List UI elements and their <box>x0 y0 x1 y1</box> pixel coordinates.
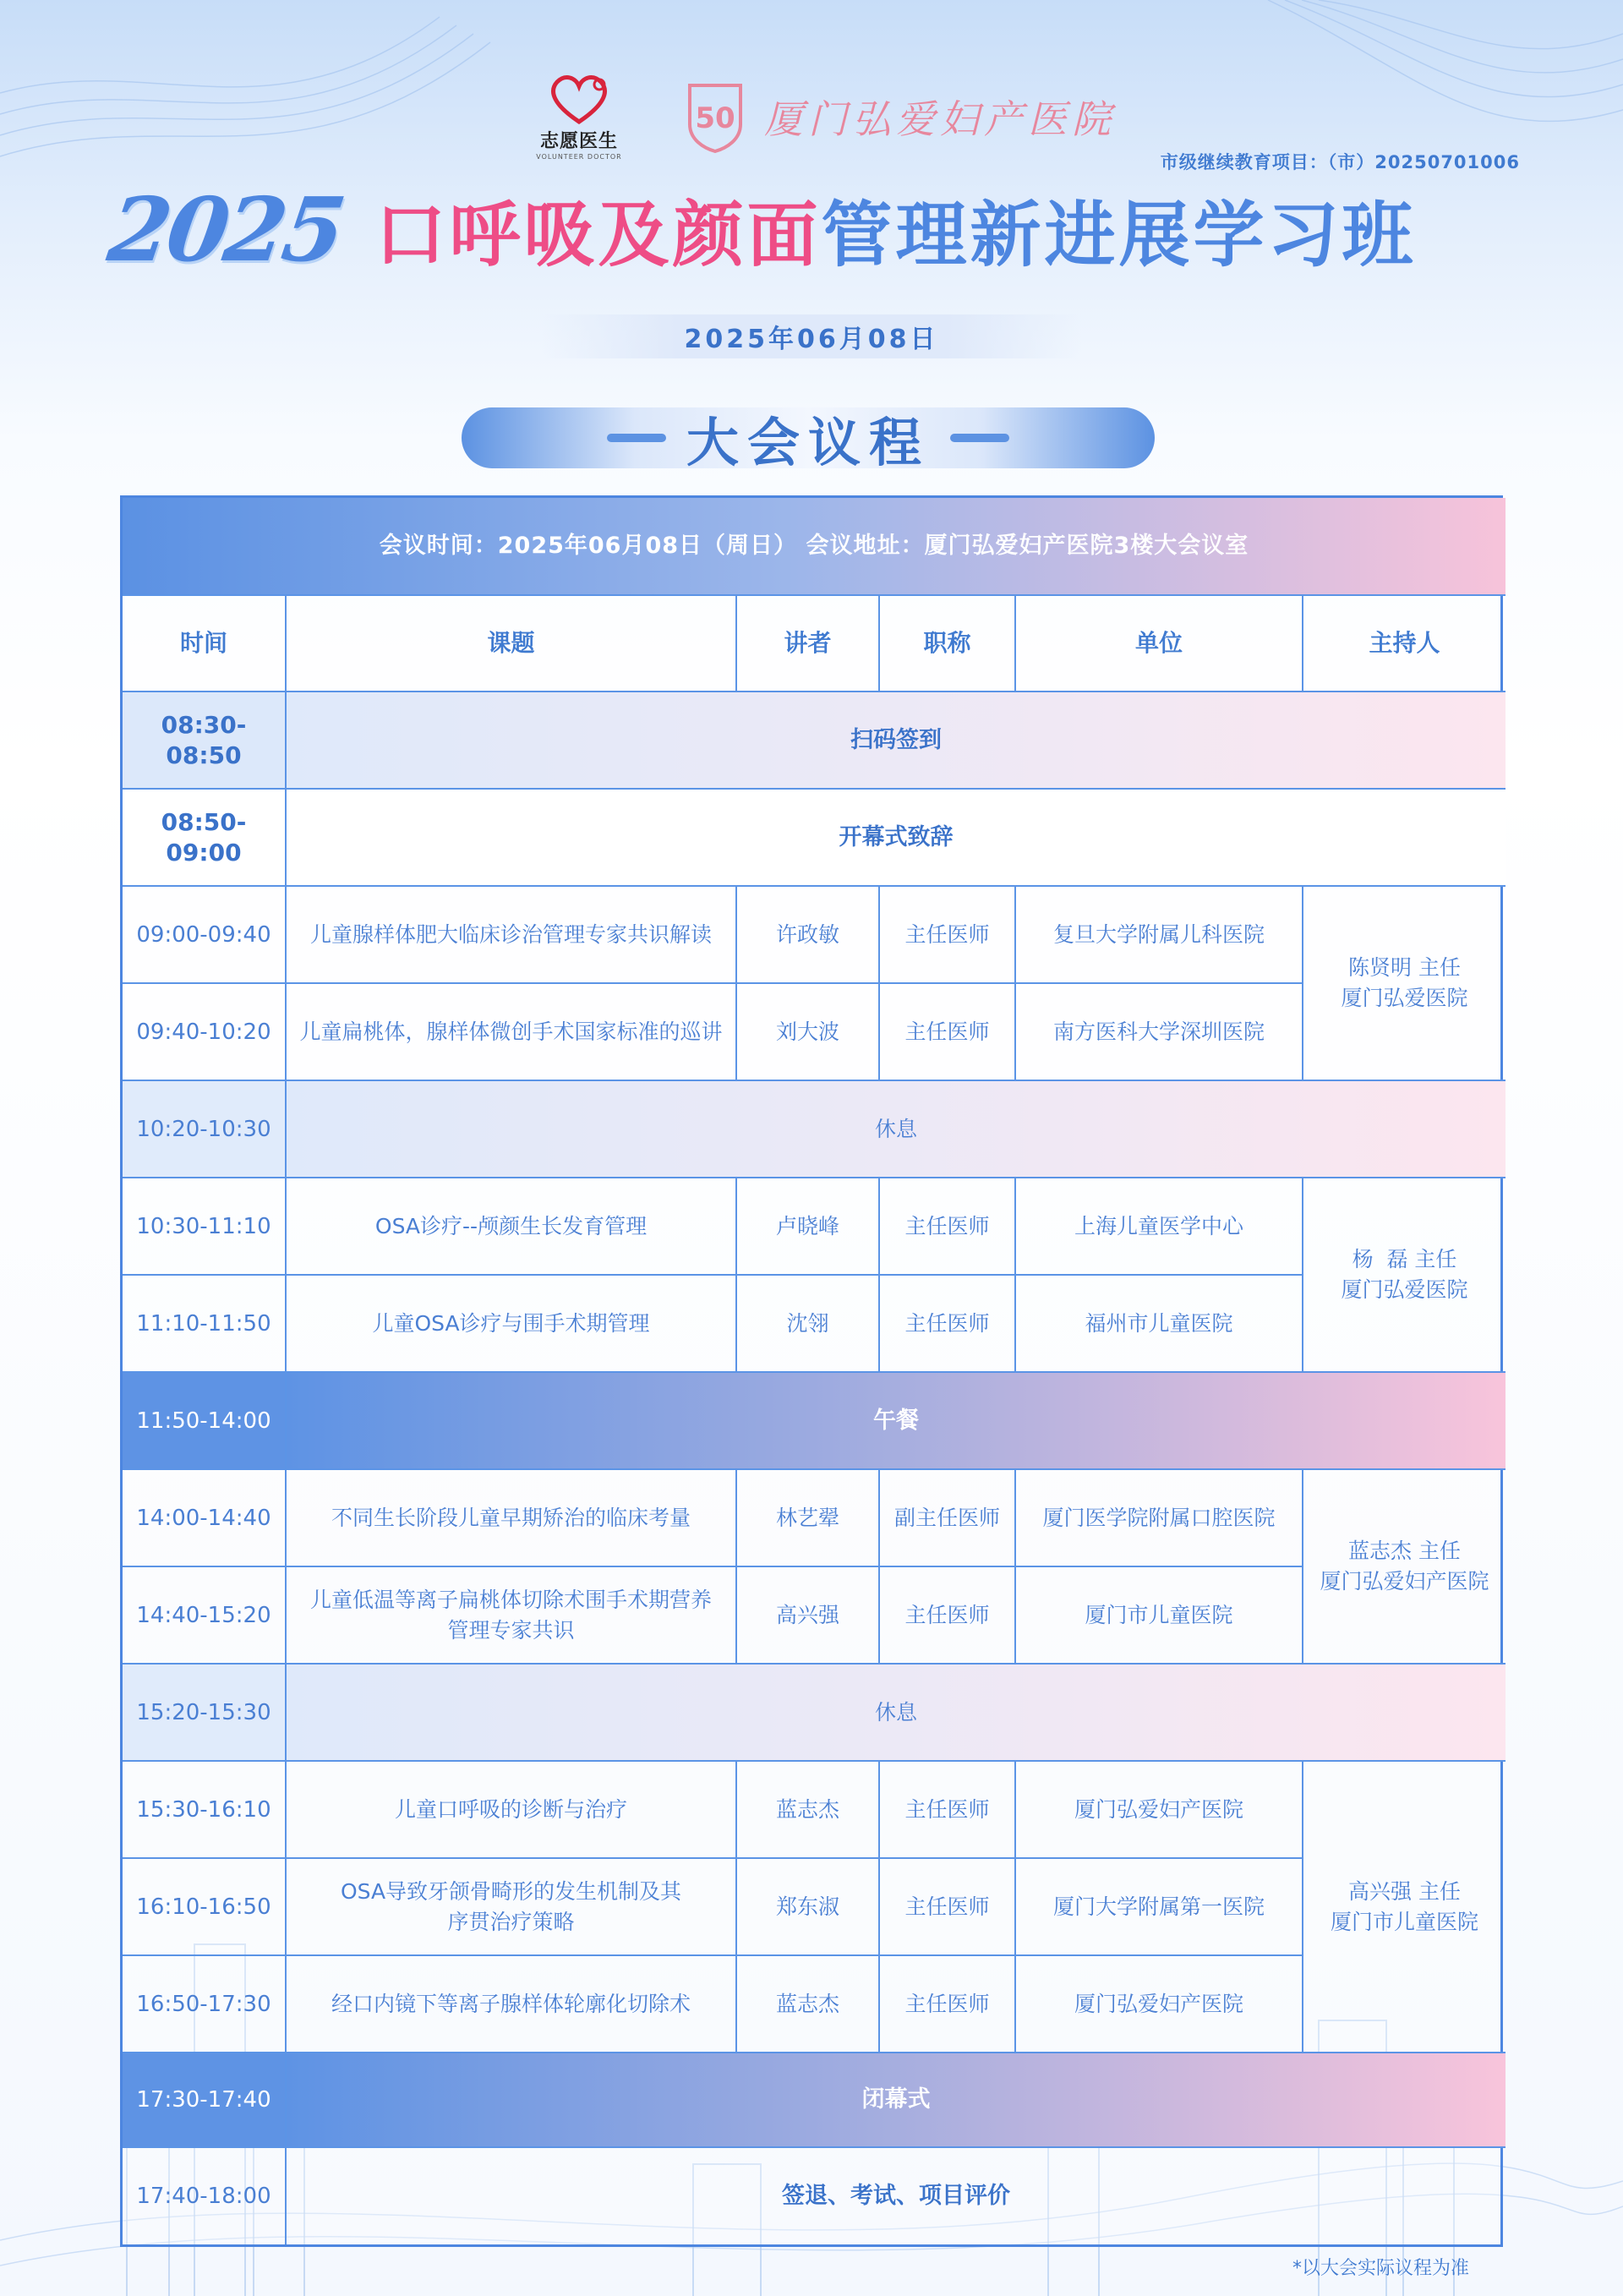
row-speaker: 沈翎 <box>737 1276 880 1373</box>
agenda-title: 大会议程 <box>686 411 930 473</box>
row-time: 14:00-14:40 <box>123 1470 287 1567</box>
row-event: 开幕式致辞 <box>287 790 1506 887</box>
host-org: 厦门弘爱医院 <box>1341 986 1468 1010</box>
row-event: 休息 <box>287 1081 1506 1178</box>
row-time: 08:50-09:00 <box>123 790 287 887</box>
row-speaker: 林艺翚 <box>737 1470 880 1567</box>
row-unit: 厦门医学院附属口腔医院 <box>1016 1470 1303 1567</box>
row-time: 17:30-17:40 <box>123 2053 287 2148</box>
row-time: 10:30-11:10 <box>123 1178 287 1276</box>
row-speaker: 郑东淑 <box>737 1859 880 1956</box>
row-unit: 上海儿童医学中心 <box>1016 1178 1303 1276</box>
header-speaker: 讲者 <box>737 596 880 692</box>
hospital-name: 厦门弘爱妇产医院 <box>764 96 1116 142</box>
row-unit: 福州市儿童医院 <box>1016 1276 1303 1373</box>
row-event: 午餐 <box>287 1373 1506 1470</box>
row-speaker: 蓝志杰 <box>737 1762 880 1859</box>
host-name: 杨 磊 主任 <box>1352 1247 1457 1271</box>
row-time: 16:50-17:30 <box>123 1956 287 2053</box>
host-cell <box>1303 1762 1506 2053</box>
host-name: 蓝志杰 主任 <box>1348 1539 1461 1563</box>
row-title: 主任医师 <box>880 887 1016 984</box>
host-org: 厦门弘爱妇产医院 <box>1320 1569 1489 1594</box>
host-cell <box>1303 887 1506 1081</box>
row-topic: 经口内镜下等离子腺样体轮廓化切除术 <box>287 1956 737 2053</box>
row-title: 副主任医师 <box>880 1470 1016 1567</box>
row-unit: 复旦大学附属儿科医院 <box>1016 887 1303 984</box>
row-title: 主任医师 <box>880 1276 1016 1373</box>
row-time: 09:40-10:20 <box>123 984 287 1081</box>
volunteer-logo-text: 志愿医生 <box>539 131 618 152</box>
agenda-heading <box>462 407 1155 473</box>
header-unit: 单位 <box>1016 596 1303 692</box>
heart-stethoscope-icon <box>545 73 613 125</box>
row-title: 主任医师 <box>880 984 1016 1081</box>
header-title: 职称 <box>880 596 1016 692</box>
host-org: 厦门市儿童医院 <box>1330 1909 1478 1934</box>
logo-row <box>533 74 1116 159</box>
row-speaker: 刘大波 <box>737 984 880 1081</box>
row-topic: 儿童口呼吸的诊断与治疗 <box>287 1762 737 1859</box>
title-blue-part: 管理新进展学习班 <box>821 193 1417 276</box>
row-speaker: 许政敏 <box>737 887 880 984</box>
row-time: 08:30-08:50 <box>123 692 287 790</box>
row-topic: OSA诊疗--颅颜生长发育管理 <box>287 1178 737 1276</box>
host-name: 高兴强 主任 <box>1348 1878 1461 1904</box>
row-unit: 厦门弘爱妇产医院 <box>1016 1762 1303 1859</box>
row-unit: 厦门大学附属第一医院 <box>1016 1859 1303 1956</box>
hospital-badge-text: 50 <box>695 101 735 135</box>
row-title: 主任医师 <box>880 1178 1016 1276</box>
host-cell <box>1303 1470 1506 1665</box>
row-event: 休息 <box>287 1665 1506 1762</box>
row-event: 签退、考试、项目评价 <box>782 2183 1010 2209</box>
row-title: 主任医师 <box>880 1859 1016 1956</box>
meeting-info-banner: 会议时间：2025年06月08日（周日） 会议地址：厦门弘爱妇产医院3楼大会议室 <box>123 498 1506 596</box>
event-date: 2025年06月08日 <box>684 325 939 354</box>
row-time: 11:50-14:00 <box>123 1373 287 1470</box>
header-topic: 课题 <box>287 596 737 692</box>
volunteer-doctor-logo <box>533 73 626 161</box>
row-speaker: 高兴强 <box>737 1567 880 1665</box>
project-code: 市级继续教育项目：（市）20250701006 <box>1160 152 1520 172</box>
header-host: 主持人 <box>1303 596 1506 692</box>
row-time: 15:30-16:10 <box>123 1762 287 1859</box>
row-title: 主任医师 <box>880 1567 1016 1665</box>
row-event: 闭幕式 <box>287 2053 1506 2148</box>
event-date-banner <box>541 314 1082 358</box>
row-topic: 不同生长阶段儿童早期矫治的临床考量 <box>287 1470 737 1567</box>
footnote: *以大会实际议程为准 <box>1292 2258 1469 2279</box>
header-time: 时间 <box>123 596 287 692</box>
host-org: 厦门弘爱医院 <box>1341 1277 1468 1302</box>
row-title: 主任医师 <box>880 1956 1016 2053</box>
title-year: 2025 <box>102 177 349 282</box>
row-time: 14:40-15:20 <box>123 1567 287 1665</box>
row-unit: 厦门弘爱妇产医院 <box>1016 1956 1303 2053</box>
host-cell <box>1303 1178 1506 1373</box>
divider <box>950 434 1009 442</box>
row-unit: 南方医科大学深圳医院 <box>1016 984 1303 1081</box>
hospital-shield-icon <box>685 80 746 153</box>
row-time: 16:10-16:50 <box>123 1859 287 1956</box>
title-pink-part: 口呼吸及颜面 <box>374 193 822 276</box>
row-time: 09:00-09:40 <box>123 887 287 984</box>
row-topic: 儿童低温等离子扁桃体切除术围手术期营养管理专家共识 <box>287 1567 737 1665</box>
page-title <box>102 174 1417 284</box>
hospital-logo <box>685 80 1116 153</box>
row-speaker: 卢晓峰 <box>737 1178 880 1276</box>
row-time: 10:20-10:30 <box>123 1081 287 1178</box>
row-title: 主任医师 <box>880 1762 1016 1859</box>
divider <box>607 434 666 442</box>
row-speaker: 蓝志杰 <box>737 1956 880 2053</box>
row-event: 扫码签到 <box>287 692 1506 790</box>
row-unit: 厦门市儿童医院 <box>1016 1567 1303 1665</box>
row-topic: 儿童腺样体肥大临床诊治管理专家共识解读 <box>287 887 737 984</box>
row-topic: OSA导致牙颌骨畸形的发生机制及其序贯治疗策略 <box>287 1859 737 1956</box>
schedule-table <box>120 495 1503 2247</box>
row-time: 17:40-18:00 <box>123 2148 287 2244</box>
row-time: 15:20-15:30 <box>123 1665 287 1762</box>
volunteer-logo-subtext: VOLUNTEER DOCTOR <box>536 153 622 161</box>
row-time: 11:10-11:50 <box>123 1276 287 1373</box>
host-name: 陈贤明 主任 <box>1348 955 1461 980</box>
row-topic: 儿童扁桃体，腺样体微创手术国家标准的巡讲 <box>287 984 737 1081</box>
row-topic: 儿童OSA诊疗与围手术期管理 <box>287 1276 737 1373</box>
